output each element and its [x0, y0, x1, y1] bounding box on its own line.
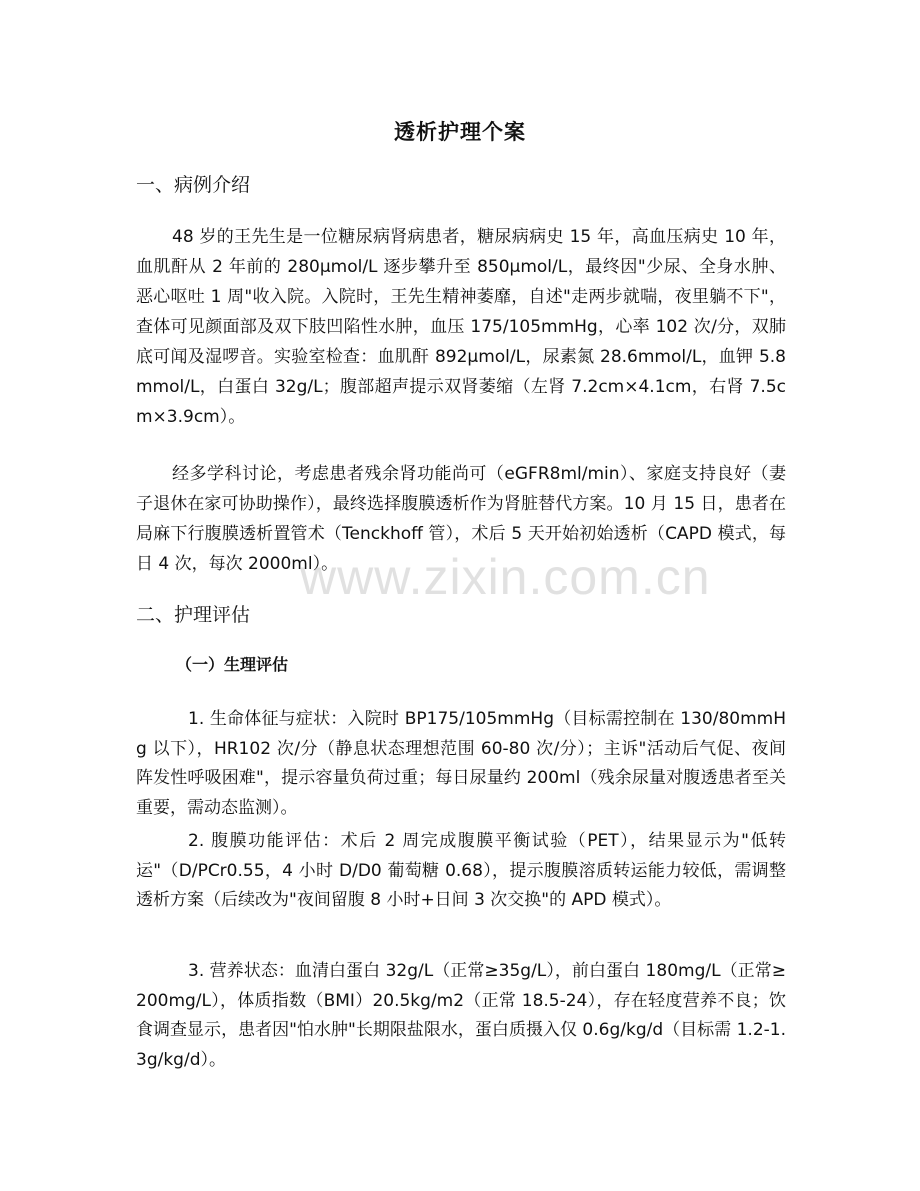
case-intro-paragraph-2: 经多学科讨论，考虑患者残余肾功能尚可（eGFR8ml/min）、家庭支持良好（妻子退休在家可协助操作），最终选择腹膜透析作为肾脏替代方案。10 月 15 日，患者在局麻下行腹膜透析置管术（Tenckhoff 管），术后 5 天开始初始透析（CAPD 模式，每日 4 次，每次 2000ml）。: [136, 464, 786, 574]
subheading-physiological-assessment: （一）生理评估: [176, 655, 289, 674]
document-title: 透析护理个案: [394, 120, 526, 144]
case-intro-paragraph-1: 48 岁的王先生是一位糖尿病肾病患者，糖尿病病史 15 年，高血压病史 10 年，血肌酐从 2 年前的 280μmol/L 逐步攀升至 850μmol/L，最终因"少尿、全身水肿、恶心呕吐 1 周"收入院。入院时，王先生精神萎靡，自述"走两步就喘，夜里躺不下"，查体可见颜面部及双下肢凹陷性水肿，血压 175/105mmHg，心率 102 次/分，双肺底可闻及湿啰音。实验室检查：血肌酐 892μmol/L，尿素氮 28.6mmol/L，血钾 5.8mmol/L，白蛋白 32g/L；腹部超声提示双肾萎缩（左肾 7.2cm×4.1cm，右肾 7.5cm×3.9cm）。: [136, 227, 786, 427]
section-heading-case-intro: 一、病例介绍: [136, 174, 251, 196]
watermark: www.zixin.com.cn: [300, 549, 711, 605]
section-heading-nursing-assessment: 二、护理评估: [136, 604, 251, 626]
assessment-item-peritoneal-function: 2. 腹膜功能评估：术后 2 周完成腹膜平衡试验（PET），结果显示为"低转运"（D/PCr0.55，4 小时 D/D0 葡萄糖 0.68），提示腹膜溶质转运能力较低，需调整透析方案（后续改为"夜间留腹 8 小时+日间 3 次交换"的 APD 模式）。: [136, 831, 786, 910]
assessment-item-nutrition: 3. 营养状态：血清白蛋白 32g/L（正常≥35g/L），前白蛋白 180mg/L（正常≥200mg/L），体质指数（BMI）20.5kg/m2（正常 18.5-24），存在轻度营养不良；饮食调查显示，患者因"怕水肿"长期限盐限水，蛋白质摄入仅 0.6g/kg/d（目标需 1.2-1.3g/kg/d）。: [136, 961, 786, 1070]
assessment-item-vital-signs: 1. 生命体征与症状：入院时 BP175/105mmHg（目标需控制在 130/80mmHg 以下），HR102 次/分（静息状态理想范围 60-80 次/分）；主诉"活动后气促、夜间阵发性呼吸困难"，提示容量负荷过重；每日尿量约 200ml（残余尿量对腹透患者至关重要，需动态监测）。: [136, 709, 786, 818]
